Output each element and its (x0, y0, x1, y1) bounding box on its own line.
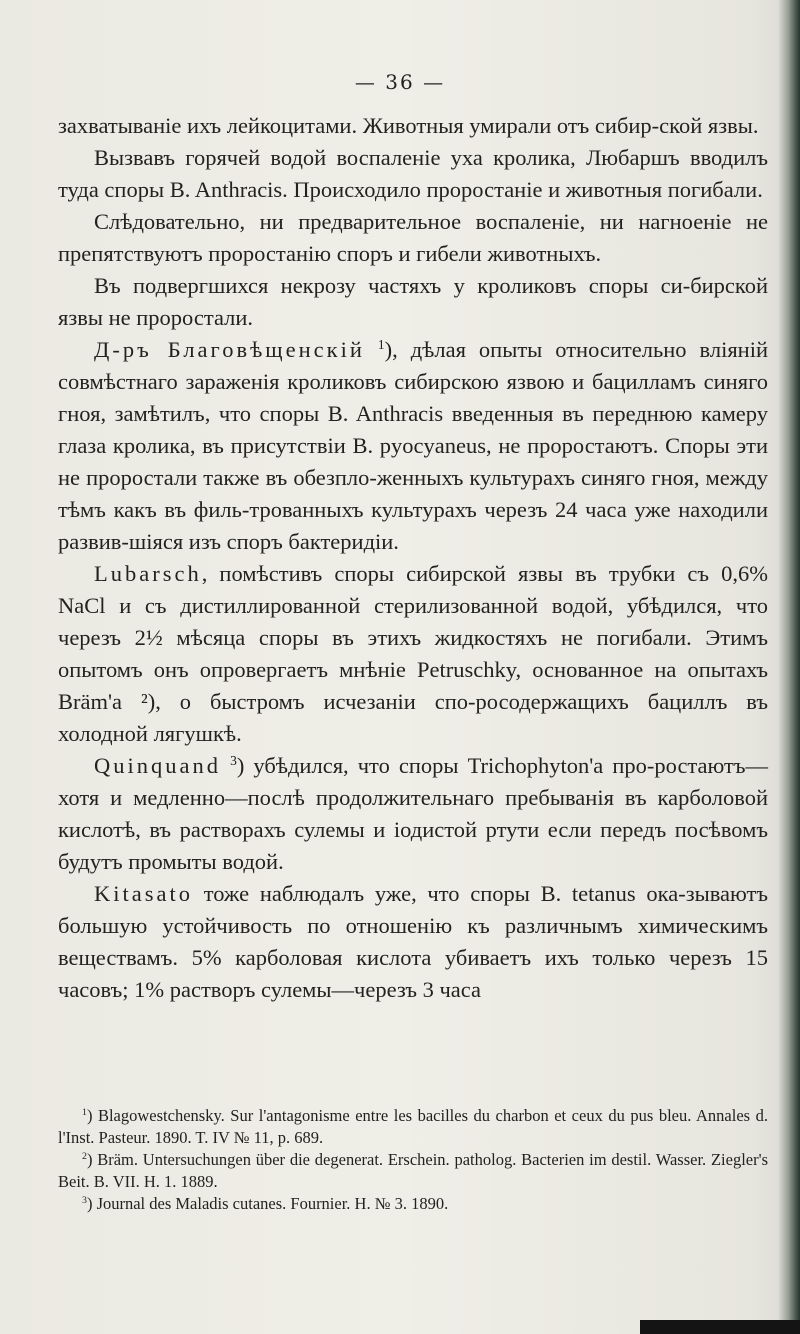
paragraph: захватываніе ихъ лейкоцитами. Животныя умирали отъ сибир-ской язвы. (58, 113, 759, 138)
author-name: Lubarsch (94, 561, 202, 586)
paragraph: Kitasato тоже наблюдалъ уже, что споры B. tetanus ока-зываютъ большую устойчивость по отношенію къ различнымъ химическимъ веществамъ. 5% карболовая кислота убиваетъ ихъ только черезъ 15 часовъ; 1% растворъ сулемы—черезъ 3 часа (58, 881, 768, 1002)
author-name: Д-ръ Благовѣщенскій (94, 337, 365, 362)
footnote: $^3$) Journal des Maladis cutanes. Fournier. H. № 3. 1890. (82, 1194, 449, 1213)
paragraph: Вызвавъ горячей водой воспаленіе уха кролика, Любаршъ вводилъ туда споры B. Anthracis. Происходило проростаніе и животныя погибали. (58, 145, 768, 202)
paragraph: Въ подвергшихся некрозу частяхъ у кроликовъ споры си-бирской язвы не проростали. (58, 273, 768, 330)
paragraph: Lubarsch, помѣстивъ споры сибирской язвы въ трубки съ 0,6% NaCl и съ дистиллированной стерилизованной водой, убѣдился, что черезъ 2½ мѣсяца споры въ этихъ жидкостяхъ не погибали. Этимъ опытомъ онъ опровергаетъ мнѣніе Petruschky, основанное на опытахъ Bräm'а ²), о быстромъ исчезаніи спо-росодержащихъ бациллъ въ холодной лягушкѣ. (58, 561, 768, 746)
page-number: — 36 — (354, 70, 446, 94)
footnote-ref: 1 (377, 336, 385, 352)
footnote: $^2$) Bräm. Untersuchungen über die degenerat. Erschein. patholog. Bacterien im destil. Wasser. Ziegler's Beit. B. VII. H. 1. 1889. (58, 1150, 768, 1191)
paragraph: Слѣдовательно, ни предварительное воспаленіе, ни нагноеніе не препятствуютъ проростанію споръ и гибели животныхъ. (58, 209, 768, 266)
footnotes (58, 1105, 768, 1215)
paragraph: Quinquand $^3$) убѣдился, что споры Trichophyton'а про-ростаютъ—хотя и медленно—послѣ продолжительнаго пребыванія въ карболовой кислотѣ, въ растворахъ сулемы и іодистой ртути если передъ посѣвомъ будутъ промыты водой. (58, 752, 769, 874)
body-text (58, 110, 768, 1006)
author-name: Quinquand (94, 753, 221, 778)
scan-edge-bar (640, 1320, 800, 1334)
paragraph: Д-ръ Благовѣщенскій $^1$), дѣлая опыты относительно вліяній совмѣстнаго зараженія кроликовъ сибирскою язвою и бацилламъ синяго гноя, замѣтилъ, что споры B. Anthracis введенныя въ переднюю камеру глаза кролика, въ присутствіи B. pyocyaneus, не проростаютъ. Споры эти не проростали также въ обезпло-женныхъ культурахъ синяго гноя, между тѣмъ какъ въ филь-трованныхъ культурахъ черезъ 24 часа уже находили развив-шіяся изъ споръ бактеридіи. (58, 336, 769, 554)
page-edge-shadow (778, 0, 800, 1334)
footnote-ref: 3 (230, 752, 237, 768)
author-name: Kitasato (94, 881, 193, 906)
footnote: $^1$) Blagowestchensky. Sur l'antagonisme entre les bacilles du charbon et ceux du pus bleu. Annales d. l'Inst. Pasteur. 1890. T. IV № 11, p. 689. (58, 1106, 768, 1147)
